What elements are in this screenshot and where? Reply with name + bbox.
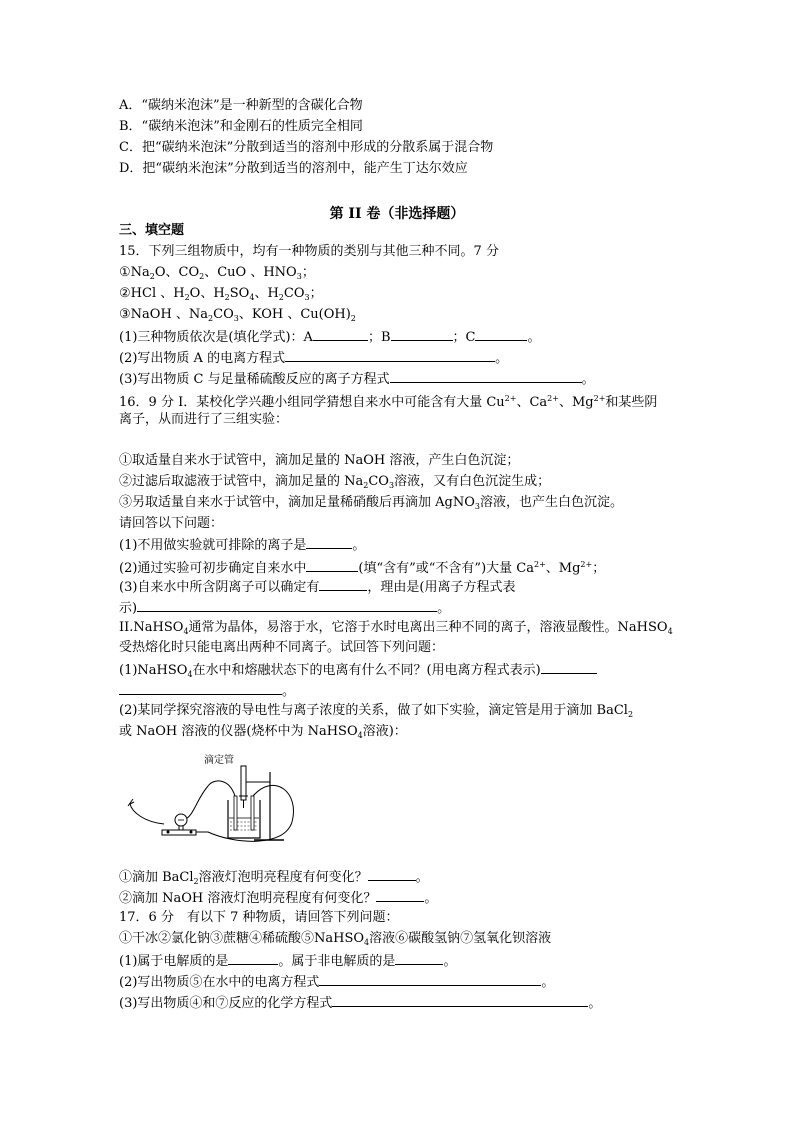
answer-blank[interactable] — [285, 349, 495, 362]
q17-part-3: (3)写出物质④和⑦反应的化学方程式 。 — [119, 996, 602, 1011]
titration-apparatus-diagram — [124, 752, 304, 856]
answer-blank[interactable] — [306, 559, 358, 572]
answer-blank[interactable] — [319, 973, 541, 986]
q17-part-1: (1)属于电解质的是 。属于非电解质的是 。 — [119, 954, 457, 969]
answer-blank[interactable] — [137, 599, 437, 612]
option-a: A．“碳纳米泡沫”是一种新型的含碳化合物 — [119, 98, 363, 113]
option-d: D．把“碳纳米泡沫”分散到适当的溶剂中，能产生丁达尔效应 — [119, 161, 468, 176]
answer-blank[interactable] — [390, 370, 582, 383]
answer-blank[interactable] — [391, 328, 453, 341]
answer-blank[interactable] — [313, 328, 368, 341]
q16-question-3: (3)自来水中所含阴离子可以确定有 ，理由是(用离子方程式表 — [119, 580, 516, 595]
answer-blank[interactable] — [119, 682, 282, 695]
q15-group-3: ③NaOH 、$Na_2CO_3$、KOH 、$Cu(OH)_2$ — [119, 307, 356, 323]
q16-ii-question-2-cont: 或 NaOH 溶液的仪器(烧杯中为 NaHSO$_4$溶液)： — [119, 724, 407, 740]
q16-part-ii-2: 受热熔化时只能电离出两种不同离子。试回答下列问题： — [119, 640, 445, 655]
q16-question-3-cont: 示) 。 — [119, 601, 451, 616]
answer-blank[interactable] — [319, 578, 367, 591]
q16-part-ii-1: II.NaHSO$_4$通常为晶体，易溶于水，它溶于水时电离出三种不同的离子，溶液显酸性。NaHSO$_4$ — [119, 620, 673, 636]
q17-stem: 17．6 分 有以下 7 种物质，请回答下列问题： — [119, 910, 399, 925]
q16-question-2: (2)通过实验可初步确定自来水中 (填“含有”或“不含有”)大量 $Ca^{2+}$、$Mg^{2+}$； — [119, 560, 606, 576]
q15-group-1: $①Na_2O$、$CO_2$、CuO 、$HNO_3$； — [119, 265, 315, 281]
option-c: C．把“碳纳米泡沫”分散到适当的溶剂中形成的分散系属于混合物 — [119, 140, 494, 155]
q16-ask: 请回答以下问题： — [119, 516, 224, 531]
q16-ii-naoh: ②滴加 NaOH 溶液灯泡明亮程度有何变化？ 。 — [119, 891, 438, 906]
q16-experiment-1: ①取适量自来水于试管中，滴加足量的 NaOH 溶液，产生白色沉淀； — [119, 453, 520, 468]
q16-stem-2: 离子，从而进行了三组实验： — [119, 412, 289, 427]
section-title: 三、填空题 — [119, 223, 185, 238]
q16-ii-question-2: (2)某同学探究溶液的导电性与离子浓度的关系，做了如下实验，滴定管是用于滴加 BaCl$_2$ — [119, 703, 634, 719]
answer-blank[interactable] — [368, 868, 416, 881]
q16-ii-bacl2: ①滴加 BaCl$_2$溶液灯泡明亮程度有何变化？ 。 — [119, 870, 429, 886]
volume-title: 第 II 卷（非选择题） — [329, 206, 465, 222]
burette-label: 滴定管 — [204, 755, 234, 766]
q15-part-1: (1)三种物质依次是(填化学式)：A ；B ；C 。 — [119, 330, 541, 345]
answer-blank[interactable] — [475, 328, 527, 341]
q17-list: ①干冰②氯化钠③蔗糖④稀硫酸⑤NaHSO$_4$溶液⑥碳酸氢钠⑦氢氧化钡溶液 — [119, 931, 552, 947]
answer-blank[interactable] — [228, 952, 278, 965]
q17-part-2: (2)写出物质⑤在水中的电离方程式 。 — [119, 975, 555, 990]
q15-group-2: ②HCl 、$H_2O$、$H_2SO_4$、$H_2CO_3$； — [119, 286, 323, 302]
q16-stem-1: 16．9 分 I．某校化学兴趣小组同学猜想自来水中可能含有大量 $Cu^{2+}$、$Ca^{2+}$、$Mg^{2+}$和某些阴 — [119, 394, 658, 410]
answer-blank[interactable] — [541, 661, 597, 674]
q16-question-1: (1)不用做实验就可排除的离子是 。 — [119, 538, 366, 553]
q16-experiment-2: ②过滤后取滤液于试管中，滴加足量的 $Na_2CO_3$溶液，又有白色沉淀生成； — [119, 474, 551, 490]
q15-stem: 15．下列三组物质中，均有一种物质的类别与其他三种不同。7 分 — [119, 244, 499, 259]
q16-ii-question-1-cont: 。 — [119, 682, 295, 700]
answer-blank[interactable] — [332, 994, 588, 1007]
option-b: B．“碳纳米泡沫”和金刚石的性质完全相同 — [119, 119, 363, 134]
q16-ii-question-1: (1)NaHSO$_4$在水中和熔融状态下的电离有什么不同？(用电离方程式表示) — [119, 661, 597, 683]
answer-blank[interactable] — [395, 952, 443, 965]
q15-part-2: (2)写出物质 A 的电离方程式 。 — [119, 351, 509, 366]
q16-experiment-3: ③另取适量自来水于试管中，滴加足量稀硝酸后再滴加 AgNO$_3$溶液，也产生白色沉淀。 — [119, 495, 623, 511]
answer-blank[interactable] — [306, 536, 352, 549]
q15-part-3: (3)写出物质 C 与足量稀硫酸反应的离子方程式 。 — [119, 372, 595, 387]
answer-blank[interactable] — [376, 889, 424, 902]
